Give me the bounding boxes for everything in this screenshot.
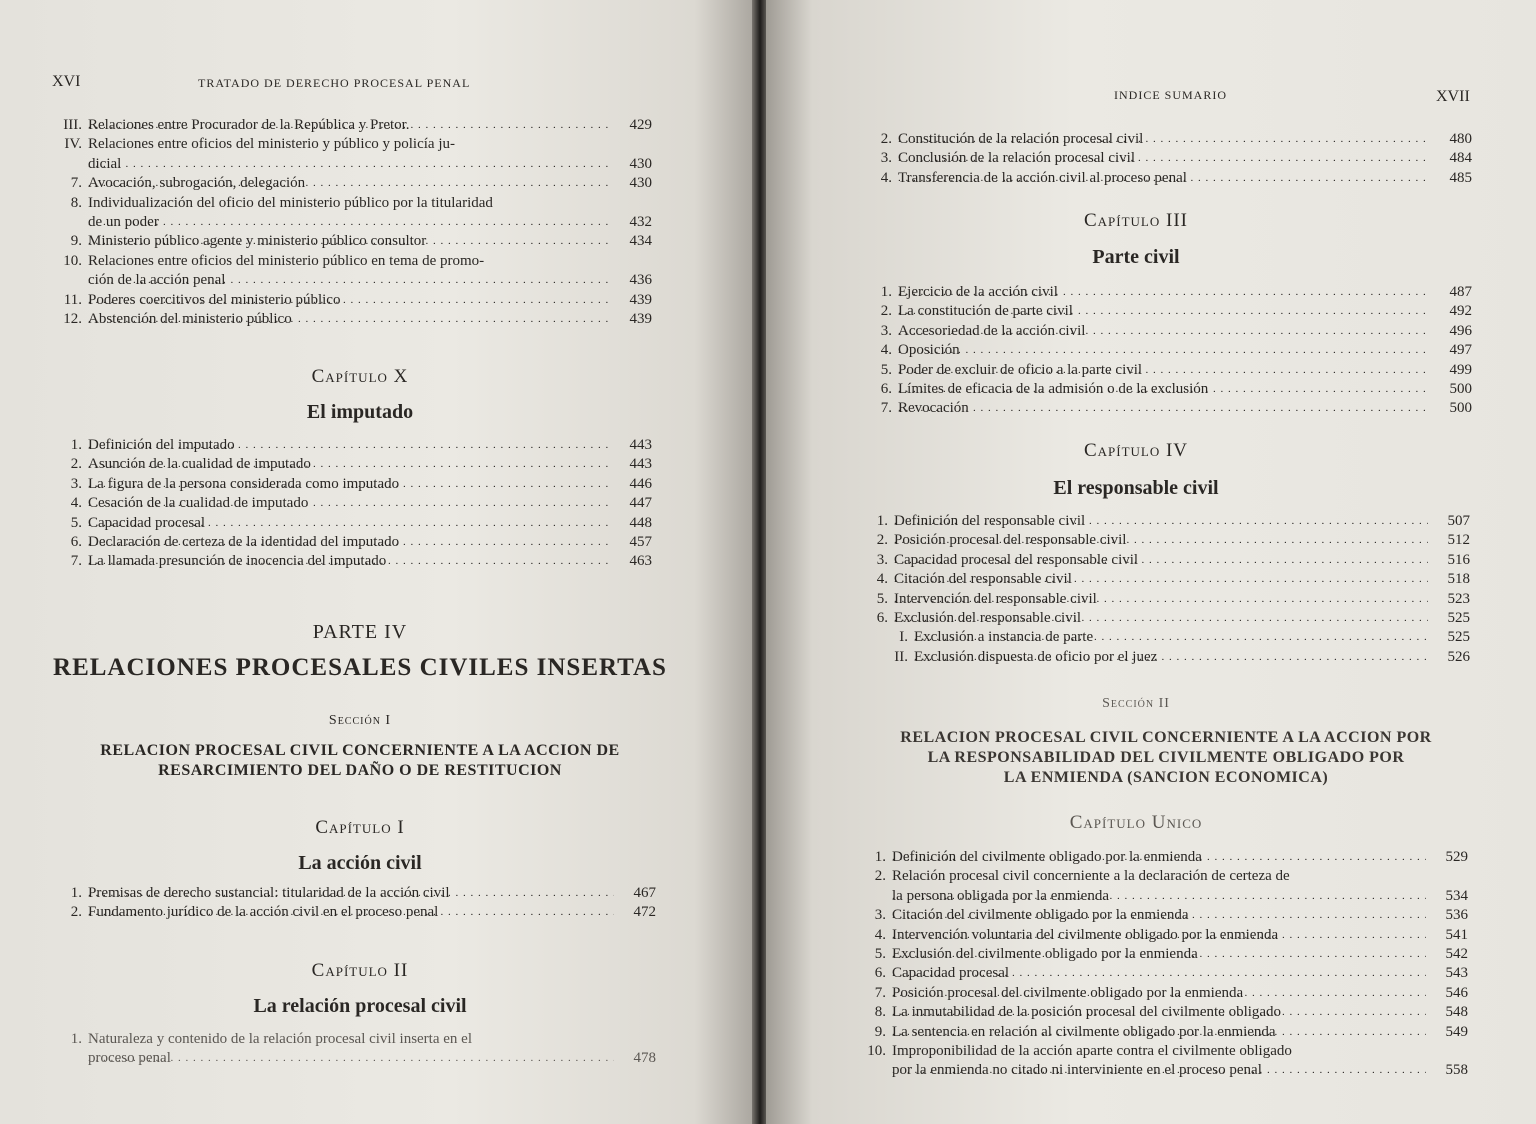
toc-entry bbox=[52, 494, 652, 513]
toc-entry bbox=[862, 341, 1472, 360]
chapter-title: Parte civil bbox=[1092, 246, 1180, 268]
toc-entry bbox=[856, 867, 1468, 886]
entry-text: Avocación, subrogación, delegación bbox=[88, 175, 306, 192]
entry-text: Exclusión a instancia de parte bbox=[914, 629, 1094, 646]
entry-text: Definición del responsable civil bbox=[894, 513, 1086, 529]
entry-text: Revocación bbox=[898, 400, 969, 417]
entry-text: Relación procesal civil concerniente a la declaración de certeza de bbox=[892, 868, 1290, 885]
entry-title bbox=[898, 302, 1430, 321]
entry-title bbox=[898, 283, 1430, 302]
toc-entry bbox=[52, 514, 652, 533]
toc-list bbox=[862, 130, 1472, 188]
entry-number: 1. bbox=[70, 885, 82, 901]
entry-text: de un poder bbox=[88, 213, 159, 230]
entry-page: 439 bbox=[629, 291, 652, 308]
entry-number: 3. bbox=[874, 907, 886, 924]
toc-entry bbox=[52, 310, 652, 329]
entry-title bbox=[892, 906, 1426, 925]
entry-title bbox=[892, 1003, 1426, 1022]
toc-entry bbox=[52, 552, 652, 571]
part-title: RELACIONES PROCESALES CIVILES INSERTAS bbox=[53, 654, 667, 681]
entry-page: 541 bbox=[1445, 926, 1468, 943]
entry-number: 3. bbox=[880, 322, 892, 339]
entry-page: 546 bbox=[1445, 984, 1468, 1001]
entry-page: 523 bbox=[1447, 590, 1470, 607]
entry-text: Exclusión del responsable civil bbox=[894, 609, 1082, 626]
entry-page: 467 bbox=[633, 885, 656, 901]
entry-title bbox=[892, 926, 1426, 945]
entry-page: 507 bbox=[1447, 513, 1470, 529]
entry-page: 529 bbox=[1445, 849, 1468, 865]
entry-page: 430 bbox=[629, 175, 652, 192]
entry-number: 6. bbox=[880, 380, 892, 397]
chapter-heading: Capítulo IV bbox=[1083, 440, 1189, 461]
entry-page: 497 bbox=[1449, 342, 1472, 359]
entry-text: Cesación de la cualidad de imputado bbox=[88, 495, 309, 512]
entry-title bbox=[892, 945, 1426, 964]
entry-text: Poderes coercitivos del ministerio público bbox=[88, 291, 341, 308]
entry-page: 480 bbox=[1449, 131, 1472, 147]
chapter-heading: Capítulo Unico bbox=[1069, 812, 1203, 833]
entry-title bbox=[88, 1049, 614, 1068]
entry-number: 2. bbox=[876, 532, 888, 549]
toc-entry bbox=[856, 964, 1468, 983]
entry-number: 4. bbox=[880, 169, 892, 186]
entry-title bbox=[88, 252, 610, 271]
entry-title bbox=[88, 194, 610, 213]
entry-text: Exclusión del civilmente obligado por la enmienda bbox=[892, 945, 1198, 962]
entry-page: 472 bbox=[633, 904, 656, 921]
entry-title bbox=[88, 475, 610, 494]
chapter-title: El responsable civil bbox=[1053, 477, 1219, 499]
entry-title bbox=[892, 964, 1426, 983]
toc-entry bbox=[862, 149, 1472, 168]
running-head: TRATADO DE DERECHO PROCESAL PENAL bbox=[198, 76, 471, 90]
page-number: XVI bbox=[52, 73, 81, 90]
entry-page: 558 bbox=[1445, 1062, 1468, 1079]
toc-entry bbox=[856, 926, 1468, 945]
toc-entry bbox=[862, 169, 1472, 188]
entry-number: 5. bbox=[880, 361, 892, 378]
toc-list bbox=[52, 1030, 656, 1069]
entry-number: 3. bbox=[880, 150, 892, 167]
entry-text: Capacidad procesal bbox=[88, 514, 206, 531]
entry-text: Exclusión dispuesta de oficio por el juez bbox=[914, 648, 1158, 665]
entry-page: 500 bbox=[1449, 380, 1472, 397]
entry-text: Definición del imputado bbox=[88, 437, 235, 453]
entry-text: la persona obligada por la enmienda bbox=[892, 887, 1110, 904]
entry-page: 439 bbox=[629, 310, 652, 327]
toc-entry bbox=[856, 1023, 1468, 1042]
entry-page: 429 bbox=[629, 117, 652, 133]
entry-number: 10. bbox=[63, 252, 82, 269]
toc-entry bbox=[52, 455, 652, 474]
entry-number: 8. bbox=[70, 194, 82, 211]
entry-page: 443 bbox=[629, 437, 652, 453]
right-page bbox=[766, 0, 1536, 1124]
entry-number: 7. bbox=[874, 984, 886, 1001]
toc-entry bbox=[856, 887, 1468, 906]
entry-page: 525 bbox=[1447, 609, 1470, 626]
entry-page: 487 bbox=[1449, 284, 1472, 300]
chapter-title: La acción civil bbox=[298, 852, 422, 874]
entry-number: IV. bbox=[64, 136, 82, 153]
toc-entry bbox=[856, 906, 1468, 925]
toc-list bbox=[856, 848, 1468, 1081]
entry-title bbox=[88, 174, 610, 193]
entry-title bbox=[894, 512, 1428, 531]
toc-entry bbox=[52, 884, 656, 903]
entry-number: II. bbox=[894, 648, 908, 665]
entry-number: 1. bbox=[70, 1031, 82, 1047]
toc-list bbox=[52, 436, 652, 572]
entry-text: Posición procesal del civilmente obligado por la enmienda bbox=[892, 984, 1244, 1001]
entry-title bbox=[88, 1030, 614, 1049]
entry-title bbox=[898, 361, 1430, 380]
toc-entry bbox=[52, 475, 652, 494]
entry-number: 5. bbox=[874, 945, 886, 962]
toc-entry bbox=[858, 590, 1470, 609]
section-heading: Sección I bbox=[328, 713, 392, 728]
entry-number: 2. bbox=[880, 303, 892, 320]
toc-entry bbox=[52, 291, 652, 310]
entry-page: 542 bbox=[1445, 945, 1468, 962]
entry-text: Definición del civilmente obligado por la enmienda bbox=[892, 849, 1202, 865]
entry-page: 430 bbox=[629, 155, 652, 172]
running-head: INDICE SUMARIO bbox=[1114, 88, 1227, 102]
toc-entry bbox=[856, 984, 1468, 1003]
chapter-heading: Capítulo III bbox=[1083, 210, 1188, 231]
toc-entry bbox=[862, 130, 1472, 149]
entry-number: 3. bbox=[70, 475, 82, 492]
toc-entry bbox=[856, 1003, 1468, 1022]
entry-number: 2. bbox=[880, 131, 892, 147]
entry-text: ción de la acción penal bbox=[88, 272, 226, 289]
entry-number: 9. bbox=[70, 233, 82, 250]
entry-number: 3. bbox=[876, 551, 888, 568]
entry-title bbox=[914, 648, 1428, 667]
toc-entry bbox=[862, 380, 1472, 399]
entry-title bbox=[898, 169, 1430, 188]
toc-entry bbox=[862, 283, 1472, 302]
entry-number: 1. bbox=[876, 513, 888, 529]
entry-text: La llamada presunción de inocencia del imputado bbox=[88, 553, 387, 570]
toc-entry bbox=[52, 194, 652, 213]
section-heading: Sección II bbox=[1102, 696, 1170, 711]
entry-text: La sentencia en relación al civilmente obligado por la enmienda bbox=[892, 1023, 1276, 1040]
entry-page: 534 bbox=[1445, 887, 1468, 904]
toc-entry bbox=[856, 848, 1468, 867]
entry-number: 7. bbox=[70, 175, 82, 192]
entry-number: 5. bbox=[876, 590, 888, 607]
entry-page: 432 bbox=[629, 213, 652, 230]
entry-text: dicial bbox=[88, 155, 122, 172]
chapter-heading: Capítulo X bbox=[311, 366, 409, 387]
entry-page: 526 bbox=[1447, 648, 1470, 665]
entry-page: 499 bbox=[1449, 361, 1472, 378]
entry-title bbox=[88, 552, 610, 571]
toc-entry bbox=[858, 531, 1470, 550]
entry-title bbox=[894, 609, 1428, 628]
toc-entry bbox=[52, 213, 652, 232]
entry-number: 11. bbox=[63, 291, 82, 308]
toc-entry bbox=[52, 232, 652, 251]
entry-number: 4. bbox=[876, 571, 888, 588]
entry-page: 434 bbox=[629, 233, 652, 250]
entry-number: 4. bbox=[70, 495, 82, 512]
entry-page: 457 bbox=[629, 533, 652, 550]
toc-entry bbox=[858, 628, 1470, 647]
entry-number: 12. bbox=[63, 310, 82, 327]
entry-page: 518 bbox=[1447, 571, 1470, 588]
entry-text: Premisas de derecho sustancial: titularidad de la acción civil bbox=[88, 885, 450, 901]
entry-text: Accesoriedad de la acción civil bbox=[898, 322, 1086, 339]
entry-title bbox=[898, 380, 1430, 399]
entry-text: Oposición bbox=[898, 342, 960, 359]
entry-text: Naturaleza y contenido de la relación procesal civil inserta en el bbox=[88, 1031, 472, 1047]
entry-text: Individualización del oficio del ministerio público por la titularidad bbox=[88, 194, 493, 211]
toc-entry bbox=[52, 135, 652, 154]
toc-entry bbox=[52, 252, 652, 271]
entry-text: por la enmienda no citado ni interviniente en el proceso penal bbox=[892, 1062, 1262, 1079]
entry-title bbox=[88, 232, 610, 251]
toc-list bbox=[52, 884, 656, 923]
toc-list bbox=[862, 283, 1472, 419]
entry-text: Abstención del ministerio público bbox=[88, 310, 292, 327]
entry-number: III. bbox=[63, 117, 82, 133]
toc-entry bbox=[52, 174, 652, 193]
toc-entry bbox=[52, 271, 652, 290]
toc-entry bbox=[858, 551, 1470, 570]
entry-number: I. bbox=[899, 629, 908, 646]
toc-entry bbox=[858, 512, 1470, 531]
entry-title bbox=[892, 867, 1426, 886]
toc-entry bbox=[52, 436, 652, 455]
toc-entry bbox=[52, 155, 652, 174]
entry-page: 447 bbox=[629, 495, 652, 512]
entry-text: Posición procesal del responsable civil bbox=[894, 532, 1127, 549]
entry-title bbox=[88, 271, 610, 290]
chapter-title: El imputado bbox=[306, 401, 414, 423]
entry-number: 7. bbox=[70, 553, 82, 570]
entry-page: 496 bbox=[1449, 322, 1472, 339]
entry-title bbox=[88, 436, 610, 455]
entry-text: proceso penal bbox=[88, 1050, 171, 1067]
entry-title bbox=[892, 1023, 1426, 1042]
toc-entry bbox=[862, 322, 1472, 341]
entry-number: 4. bbox=[880, 342, 892, 359]
entry-title bbox=[88, 155, 610, 174]
entry-page: 484 bbox=[1449, 150, 1472, 167]
entry-title bbox=[892, 848, 1426, 867]
toc-entry bbox=[856, 945, 1468, 964]
entry-text: Constitución de la relación procesal civil bbox=[898, 131, 1144, 147]
entry-text: Declaración de certeza de la identidad del imputado bbox=[88, 533, 400, 550]
entry-text: Relaciones entre oficios del ministerio público en tema de promo- bbox=[88, 252, 485, 269]
entry-text: Improponibilidad de la acción aparte contra el civilmente obligado bbox=[892, 1042, 1292, 1059]
toc-entry bbox=[52, 116, 652, 135]
entry-text: Límites de eficacia de la admisión o de la exclusión bbox=[898, 380, 1209, 397]
toc-entry bbox=[856, 1061, 1468, 1080]
section-title: RELACION PROCESAL CIVIL CONCERNIENTE A LA ACCION DE RESARCIMIENTO DEL DAÑO O DE RESTITUCION bbox=[100, 742, 620, 779]
entry-page: 436 bbox=[629, 272, 652, 289]
entry-number: 1. bbox=[874, 849, 886, 865]
toc-entry bbox=[52, 1049, 656, 1068]
entry-page: 485 bbox=[1449, 169, 1472, 186]
entry-page: 478 bbox=[633, 1050, 656, 1067]
entry-number: 6. bbox=[874, 965, 886, 982]
entry-number: 2. bbox=[70, 904, 82, 921]
entry-text: Citación del civilmente obligado por la enmienda bbox=[892, 907, 1189, 924]
entry-title bbox=[88, 455, 610, 474]
toc-entry bbox=[52, 1030, 656, 1049]
entry-text: Conclusión de la relación procesal civil bbox=[898, 150, 1136, 167]
entry-title bbox=[88, 514, 610, 533]
toc-entry bbox=[862, 399, 1472, 418]
entry-title bbox=[898, 130, 1430, 149]
entry-title bbox=[894, 590, 1428, 609]
entry-number: 2. bbox=[874, 868, 886, 885]
entry-text: Relaciones entre Procurador de la República y Pretor. bbox=[88, 117, 410, 133]
entry-page: 516 bbox=[1447, 551, 1470, 568]
entry-title bbox=[892, 1042, 1426, 1061]
entry-number: 6. bbox=[70, 533, 82, 550]
entry-page: 548 bbox=[1445, 1004, 1468, 1021]
entry-number: 1. bbox=[70, 437, 82, 453]
toc-entry bbox=[858, 609, 1470, 628]
toc-entry bbox=[52, 903, 656, 922]
entry-title bbox=[894, 570, 1428, 589]
entry-text: Ministerio público agente y ministerio público consultor bbox=[88, 233, 427, 250]
entry-title bbox=[892, 1061, 1426, 1080]
entry-text: Poder de excluir de oficio a la parte civil bbox=[898, 361, 1143, 378]
entry-text: Transferencia de la acción civil al proceso penal bbox=[898, 169, 1187, 186]
entry-title bbox=[898, 322, 1430, 341]
entry-title bbox=[88, 135, 610, 154]
entry-title bbox=[898, 341, 1430, 360]
entry-title bbox=[894, 551, 1428, 570]
entry-number: 8. bbox=[874, 1004, 886, 1021]
entry-text: Relaciones entre oficios del ministerio y público y policía ju- bbox=[88, 136, 455, 153]
entry-text: La figura de la persona considerada como imputado bbox=[88, 475, 400, 492]
toc-entry bbox=[52, 533, 652, 552]
entry-title bbox=[894, 531, 1428, 550]
entry-title bbox=[892, 984, 1426, 1003]
entry-text: La constitución de parte civil bbox=[898, 303, 1073, 320]
chapter-title: La relación procesal civil bbox=[253, 995, 467, 1017]
entry-page: 549 bbox=[1445, 1023, 1468, 1040]
left-page bbox=[0, 0, 755, 1124]
entry-title bbox=[898, 399, 1430, 418]
entry-title bbox=[88, 903, 614, 922]
entry-text: Ejercicio de la acción civil bbox=[898, 284, 1058, 300]
entry-title bbox=[88, 310, 610, 329]
toc-list bbox=[52, 116, 652, 329]
entry-text: Intervención voluntaria del civilmente obligado por la enmienda bbox=[892, 926, 1279, 943]
entry-text: Intervención del responsable civil bbox=[894, 590, 1097, 607]
entry-page: 463 bbox=[629, 553, 652, 570]
entry-number: 2. bbox=[70, 456, 82, 473]
entry-text: Capacidad procesal del responsable civil bbox=[894, 551, 1139, 568]
entry-title bbox=[892, 887, 1426, 906]
entry-title bbox=[88, 533, 610, 552]
entry-page: 536 bbox=[1445, 907, 1468, 924]
toc-entry bbox=[862, 302, 1472, 321]
entry-text: Asunción de la cualidad de imputado bbox=[88, 456, 311, 473]
entry-number: 4. bbox=[874, 926, 886, 943]
entry-text: Capacidad procesal bbox=[892, 965, 1010, 982]
page-number: XVII bbox=[1436, 88, 1470, 105]
entry-number: 6. bbox=[876, 609, 888, 626]
entry-title bbox=[914, 628, 1428, 647]
toc-entry bbox=[862, 361, 1472, 380]
entry-text: Citación del responsable civil bbox=[894, 571, 1072, 588]
chapter-heading: Capítulo II bbox=[311, 960, 409, 981]
toc-entry bbox=[856, 1042, 1468, 1061]
entry-page: 543 bbox=[1445, 965, 1468, 982]
entry-number: 9. bbox=[874, 1023, 886, 1040]
entry-title bbox=[88, 213, 610, 232]
entry-title bbox=[898, 149, 1430, 168]
entry-number: 1. bbox=[880, 284, 892, 300]
section-title: RELACION PROCESAL CIVIL CONCERNIENTE A LA ACCION POR LA RESPONSABILIDAD DEL CIVILMENTE OBLIGADO POR LA ENMIENDA (SANCION ECONOMICA) bbox=[900, 729, 1432, 786]
entry-text: Fundamento jurídico de la acción civil en el proceso penal bbox=[88, 904, 439, 921]
chapter-heading: Capítulo I bbox=[315, 817, 405, 838]
toc-entry bbox=[858, 570, 1470, 589]
entry-number: 5. bbox=[70, 514, 82, 531]
entry-page: 448 bbox=[629, 514, 652, 531]
entry-page: 500 bbox=[1449, 400, 1472, 417]
entry-page: 492 bbox=[1449, 303, 1472, 320]
entry-number: 7. bbox=[880, 400, 892, 417]
entry-number: 10. bbox=[867, 1042, 886, 1059]
entry-title bbox=[88, 116, 610, 135]
entry-title bbox=[88, 494, 610, 513]
entry-page: 512 bbox=[1447, 532, 1470, 549]
toc-entry bbox=[858, 648, 1470, 667]
entry-title bbox=[88, 291, 610, 310]
toc-list bbox=[858, 512, 1470, 667]
entry-text: La inmutabilidad de la posición procesal del civilmente obligado bbox=[892, 1004, 1282, 1021]
entry-page: 443 bbox=[629, 456, 652, 473]
entry-page: 446 bbox=[629, 475, 652, 492]
part-heading: PARTE IV bbox=[312, 621, 408, 643]
entry-page: 525 bbox=[1447, 629, 1470, 646]
entry-title bbox=[88, 884, 614, 903]
